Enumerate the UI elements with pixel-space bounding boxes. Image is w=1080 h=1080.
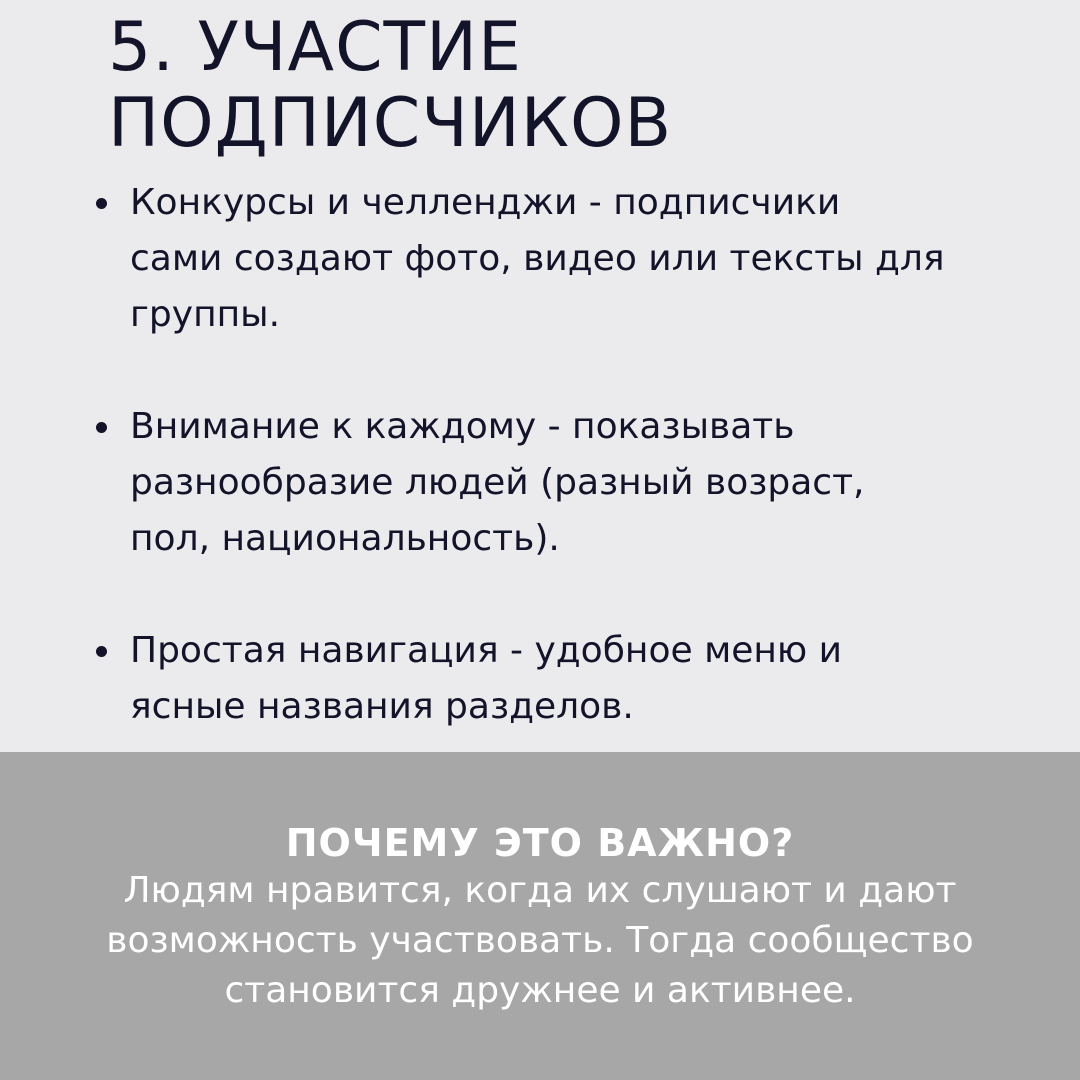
list-item-line: сами создают фото, видео или тексты для (130, 238, 945, 279)
list-item-line: Внимание к каждому - показывать (130, 406, 795, 447)
list-item (130, 175, 1030, 343)
list-item (130, 623, 1030, 735)
why-important-line: возможность участвовать. Тогда сообщество (106, 920, 974, 961)
list-item-text (130, 399, 1030, 567)
list-item-line: разнообразие людей (разный возраст, (130, 462, 865, 503)
why-important-heading: ПОЧЕМУ ЭТО ВАЖНО? (285, 821, 795, 865)
bullet-dot-icon (96, 198, 107, 209)
list-item-line: пол, национальность). (130, 518, 560, 559)
why-important-panel (0, 752, 1080, 1080)
page-title-line-1: 5. УЧАСТИЕ (108, 8, 522, 87)
list-item-line: Простая навигация - удобное меню и (130, 630, 843, 671)
why-important-line: становится дружнее и активнее. (224, 970, 856, 1011)
list-item-text (130, 623, 1030, 735)
list-item-text (130, 175, 1030, 343)
why-important-line: Людям нравится, когда их слушают и дают (123, 870, 957, 911)
page-title-line-2: ПОДПИСЧИКОВ (108, 84, 673, 163)
bullet-dot-icon (96, 422, 107, 433)
list-item (130, 399, 1030, 567)
list-item-line: Конкурсы и челленджи - подписчики (130, 182, 841, 223)
list-item-line: ясные названия разделов. (130, 686, 634, 727)
why-important-text (0, 866, 1080, 1016)
bullet-dot-icon (96, 646, 107, 657)
list-item-line: группы. (130, 294, 281, 335)
